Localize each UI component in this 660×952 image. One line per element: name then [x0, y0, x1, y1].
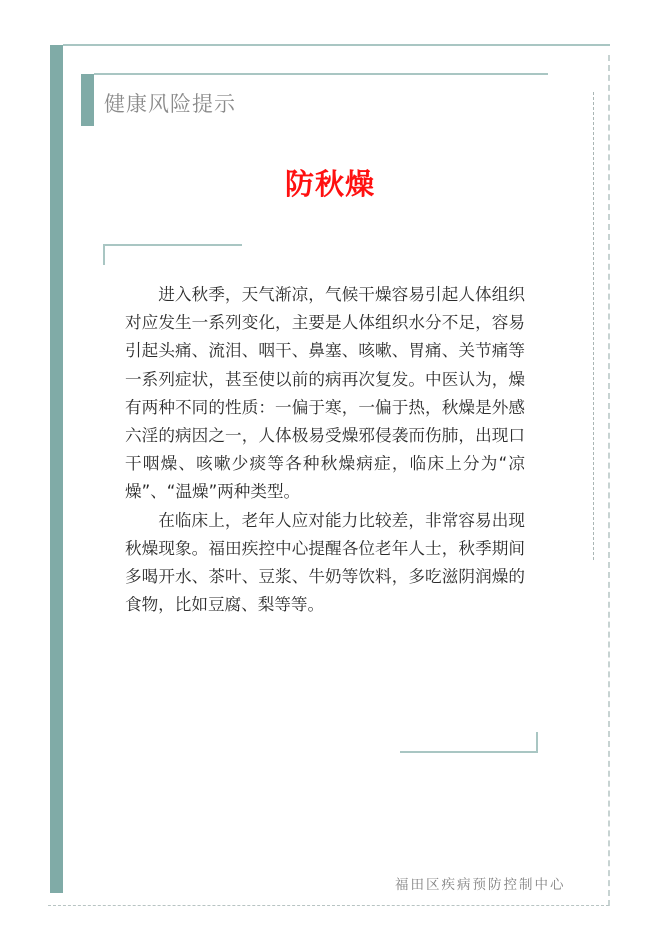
- bracket-bottom-right-horizontal: [400, 751, 538, 753]
- section-top-line: [94, 73, 548, 75]
- article-body: [125, 281, 525, 619]
- top-border-line: [63, 44, 610, 46]
- paragraph: 在临床上，老年人应对能力比较差，非常容易出现秋燥现象。福田疾控中心提醒各位老年人士，秋季期间多喝开水、茶叶、豆浆、牛奶等饮料，多吃滋阴润燥的食物，比如豆腐、梨等等。: [125, 510, 525, 615]
- footer-organization: 福田区疾病预防控制中心: [395, 877, 566, 893]
- bracket-top-left-horizontal: [103, 244, 242, 246]
- bottom-dashed-border: [48, 905, 609, 906]
- article-title: 防秋燥: [284, 167, 375, 201]
- paragraph: 进入秋季，天气渐凉，气候干燥容易引起人体组织对应发生一系列变化，主要是人体组织水分不足，容易引起头痛、流泪、咽干、鼻塞、咳嗽、胃痛、关节痛等一系列症状，甚至使以前的病再次复发。中医认为，燥有两种不同的性质：一偏于寒，一偏于热，秋燥是外感六淫的病因之一，人体极易受燥邪侵袭而伤肺，出现口干咽燥、咳嗽少痰等各种秋燥病症，临床上分为“凉燥”、“温燥”两种类型。: [125, 285, 525, 502]
- bracket-top-left-vertical: [103, 244, 105, 265]
- section-title: 健康风险提示: [104, 92, 236, 116]
- section-accent-bar: [81, 74, 94, 126]
- bracket-bottom-right-vertical: [536, 732, 538, 753]
